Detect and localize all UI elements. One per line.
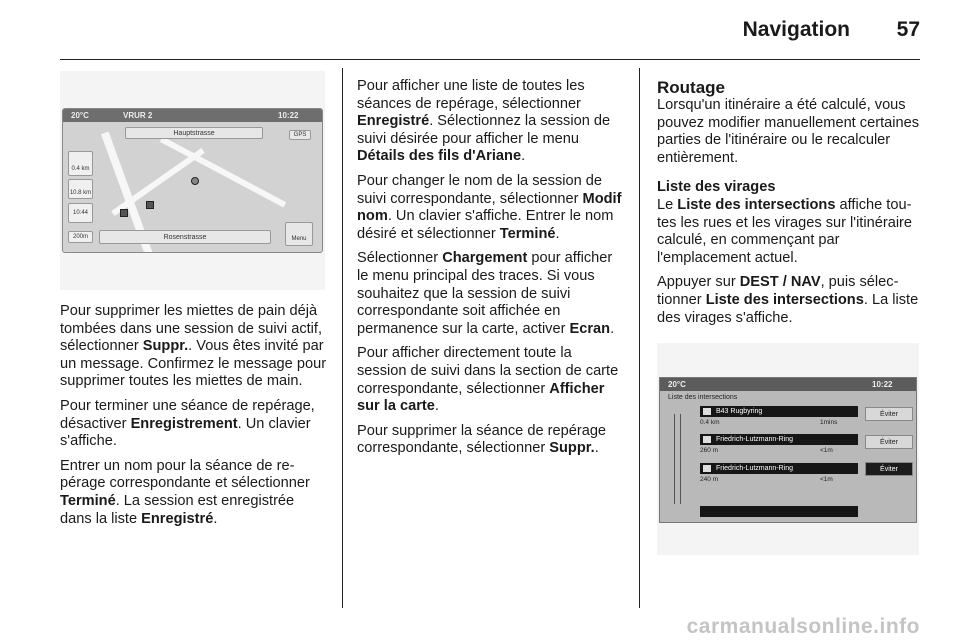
turn-icon [703,436,711,443]
turn-distance: 0.4 km [71,166,90,172]
watermark: carmanualsonline.info [686,615,920,638]
map-screenshot [60,71,325,290]
turn-list-screenshot [657,343,919,555]
subsection-heading: Liste des virages [657,179,776,196]
gps-button[interactable]: GPS [289,130,311,140]
map-scale-label: 200m [72,234,88,240]
map-scale [68,231,93,243]
list-item-time: <1m [820,447,833,454]
list-item-name[interactable]: B43 Rugbyring [700,406,858,417]
paragraph: Pour terminer une séance de repérage, désactiver Enregistrement. Un clavier s'affiche. [60,397,315,450]
turn-list-display [659,377,917,523]
menu-button[interactable]: Menu [285,222,313,246]
list-item-time: 1mins [820,419,838,426]
list-title: Liste des intersections [668,394,738,401]
map-temperature: 20°C [71,111,89,120]
turn-icon [703,408,711,415]
column-divider-1 [342,68,343,608]
map-street-bottom: Rosenstrasse [99,230,271,244]
map-display [62,108,323,253]
header-rule [60,59,920,60]
list-item-time: <1m [820,476,833,483]
list-item-distance: 0.4 km [700,419,720,426]
map-street-top: Hauptstrasse [125,127,263,139]
list-bottom-bar [700,506,858,517]
paragraph: Pour afficher une liste de toutes les séances de repérage, sélectionner Enregistré. Sélectionnez la session de suivi désirée pour afficher le menu Détails des fils d'Ariane. [357,78,611,165]
list-time: 10:22 [872,380,893,389]
list-status-bar [660,378,916,391]
list-item-distance: 240 m [700,476,719,483]
avoid-button[interactable]: Éviter [865,462,913,476]
list-item-distance: 260 m [700,447,719,454]
paragraph: Pour supprimer la séance de repérage correspondante, sélectionner Suppr.. [357,422,607,457]
paragraph: Pour changer le nom de la session de suivi correspondante, sélectionner Modif nom. Un clavier s'affiche. Entrer le nom désiré et sélectionner Terminé. [357,172,622,242]
remaining-distance-panel [68,179,93,199]
eta-panel [68,203,93,223]
paragraph: Lorsqu'un itinéraire a été calculé, vous pouvez modifier manuellement certaines parties de l'itinéraire ou le recalculer entièrement. [657,97,920,166]
page-number: 57 [896,18,920,41]
paragraph: Pour afficher directement toute la session de suivi dans la section de carte correspondante, sélectionner Afficher sur la carte. [357,345,619,415]
list-temperature: 20°C [668,380,686,389]
column-divider-2 [639,68,640,608]
paragraph: Pour supprimer les miettes de pain déjà tombées dans une session de suivi actif, sélectionner Suppr.. Vous êtes invité par un message. Confirmez le message pour supprimer toutes les miettes de main. [60,303,327,390]
section-heading: Routage [657,78,725,97]
eta-time: 10:44 [72,210,88,216]
page-title: Navigation [742,18,850,41]
turn-icon [703,465,711,472]
remaining-distance: 10.8 km [69,190,92,196]
map-status-bar [63,109,322,122]
paragraph: Sélectionner Chargement pour afficher le menu principal des traces. Si vous souhaitez que la session de suivi correspondante soit affichée en permanence sur la carte, activer Ecran. [357,250,615,337]
left-column [60,303,328,535]
list-scrollbar[interactable] [674,414,681,504]
list-item-name[interactable]: Friedrich-Lutzmann-Ring [700,434,858,445]
paragraph: Entrer un nom pour la séance de repérage correspondante et sélectionner Terminé. La session est enregistrée dans la liste Enregistré. [60,457,310,527]
paragraph: Le Liste des intersections affiche toutes les rues et les virages sur l'itinéraire calculé, en commençant par l'emplacement actuel. [657,196,913,266]
paragraph: Appuyer sur DEST / NAV, puis sélectionner Liste des intersections. La liste des virages s'affiche. [657,274,919,326]
list-item-name[interactable]: Friedrich-Lutzmann-Ring [700,463,858,474]
map-time: 10:22 [278,111,299,120]
avoid-button[interactable]: Éviter [865,407,913,421]
middle-column [357,78,625,465]
map-destination: VRUR 2 [123,111,153,120]
right-column [657,78,922,334]
avoid-button[interactable]: Éviter [865,435,913,449]
next-turn-panel [68,151,93,176]
